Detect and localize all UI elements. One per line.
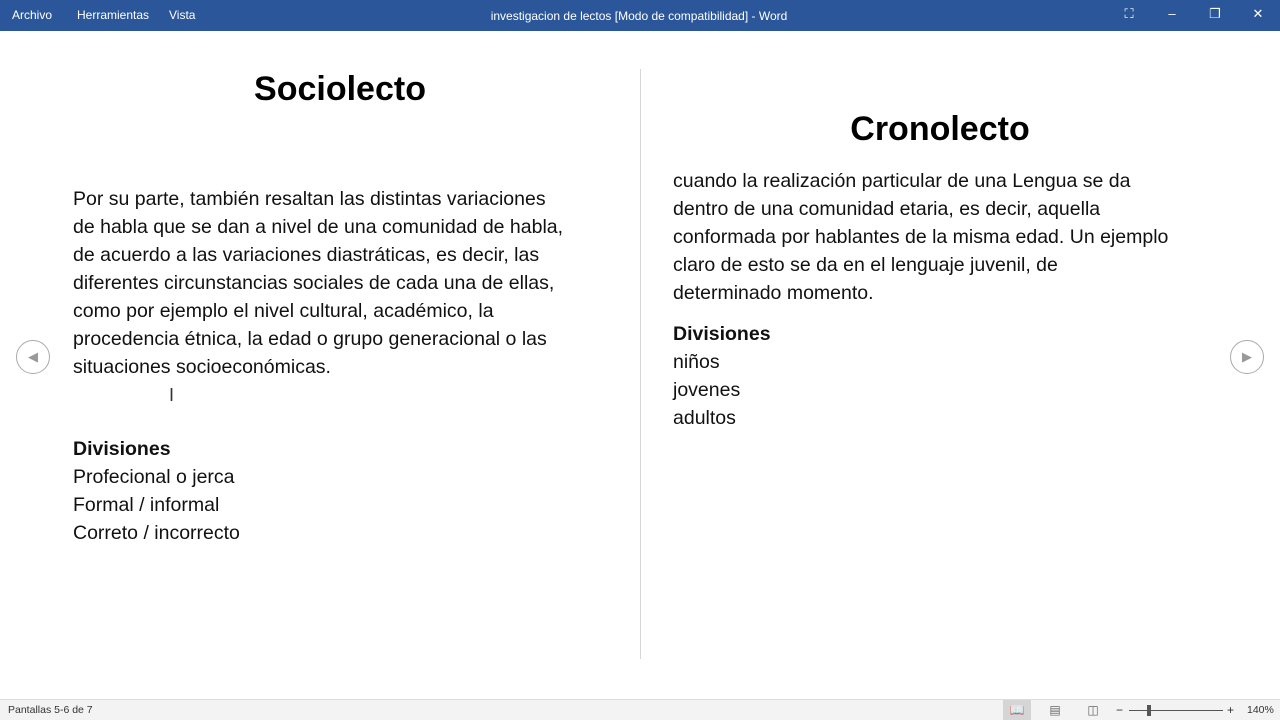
right-divisions: [673, 320, 771, 432]
zoom-out-button[interactable]: −: [1116, 703, 1124, 717]
line: dentro de una comunidad etaria, es decir, aquella: [673, 198, 1101, 220]
zoom-in-button[interactable]: +: [1227, 703, 1235, 717]
right-title: Cronolecto: [850, 110, 1030, 148]
divisions-heading: Divisiones: [673, 323, 771, 345]
menu-herramientas[interactable]: Herramientas: [77, 8, 150, 22]
focus-mode-icon[interactable]: ⛶: [1124, 6, 1134, 21]
line: diferentes circunstancias sociales de cada una de ellas,: [73, 272, 555, 294]
zoom-slider-thumb[interactable]: [1147, 705, 1151, 716]
minimize-icon[interactable]: –: [1168, 6, 1176, 21]
column-divider: [640, 69, 641, 659]
text-cursor-icon: I: [169, 385, 175, 405]
line: determinado momento.: [673, 282, 874, 304]
division-item: niños: [673, 351, 720, 373]
left-divisions: [73, 435, 240, 547]
next-page-button[interactable]: [1230, 340, 1264, 374]
division-item: Profecional o jerca: [73, 466, 235, 488]
line: Por su parte, también resaltan las distintas variaciones: [73, 188, 546, 210]
close-icon[interactable]: ✕: [1252, 6, 1264, 21]
line: situaciones socioeconómicas.: [73, 356, 331, 378]
division-item: Formal / informal: [73, 494, 220, 516]
line: procedencia étnica, la edad o grupo generacional o las: [73, 328, 547, 350]
zoom-level[interactable]: 140%: [1247, 704, 1274, 716]
title-bar: [0, 0, 1280, 31]
division-item: Correto / incorrecto: [73, 522, 240, 544]
line: como por ejemplo el nivel cultural, académico, la: [73, 300, 494, 322]
line: claro de esto se da en el lenguaje juvenil, de: [673, 254, 1058, 276]
web-layout-icon[interactable]: ◫: [1087, 703, 1099, 717]
document-page: [0, 31, 1280, 699]
window-title: investigacion de lectos [Modo de compatibilidad] - Word: [490, 9, 788, 23]
division-item: adultos: [673, 407, 736, 429]
chevron-left-icon: ◀: [28, 349, 38, 364]
print-layout-icon[interactable]: ▤: [1049, 703, 1061, 717]
left-title: Sociolecto: [254, 70, 426, 108]
line: de habla que se dan a nivel de una comunidad de habla,: [73, 216, 564, 238]
previous-page-button[interactable]: [16, 340, 50, 374]
chevron-right-icon: ▶: [1242, 349, 1252, 364]
line: de acuerdo a las variaciones diastráticas, es decir, las: [73, 244, 540, 266]
status-bar: [0, 699, 1280, 720]
line: cuando la realización particular de una Lengua se da: [673, 170, 1131, 192]
left-paragraph: [73, 185, 563, 381]
division-item: jovenes: [673, 379, 741, 401]
restore-icon[interactable]: ❐: [1209, 6, 1221, 21]
read-mode-icon[interactable]: 📖: [1003, 700, 1031, 720]
menu-vista[interactable]: Vista: [169, 8, 196, 22]
right-paragraph: [673, 167, 1168, 307]
zoom-slider[interactable]: [1129, 710, 1223, 711]
menu-archivo[interactable]: Archivo: [12, 8, 53, 22]
divisions-heading: Divisiones: [73, 438, 171, 460]
line: conformada por hablantes de la misma edad. Un ejemplo: [673, 226, 1169, 248]
page-count: Pantallas 5-6 de 7: [8, 704, 93, 716]
